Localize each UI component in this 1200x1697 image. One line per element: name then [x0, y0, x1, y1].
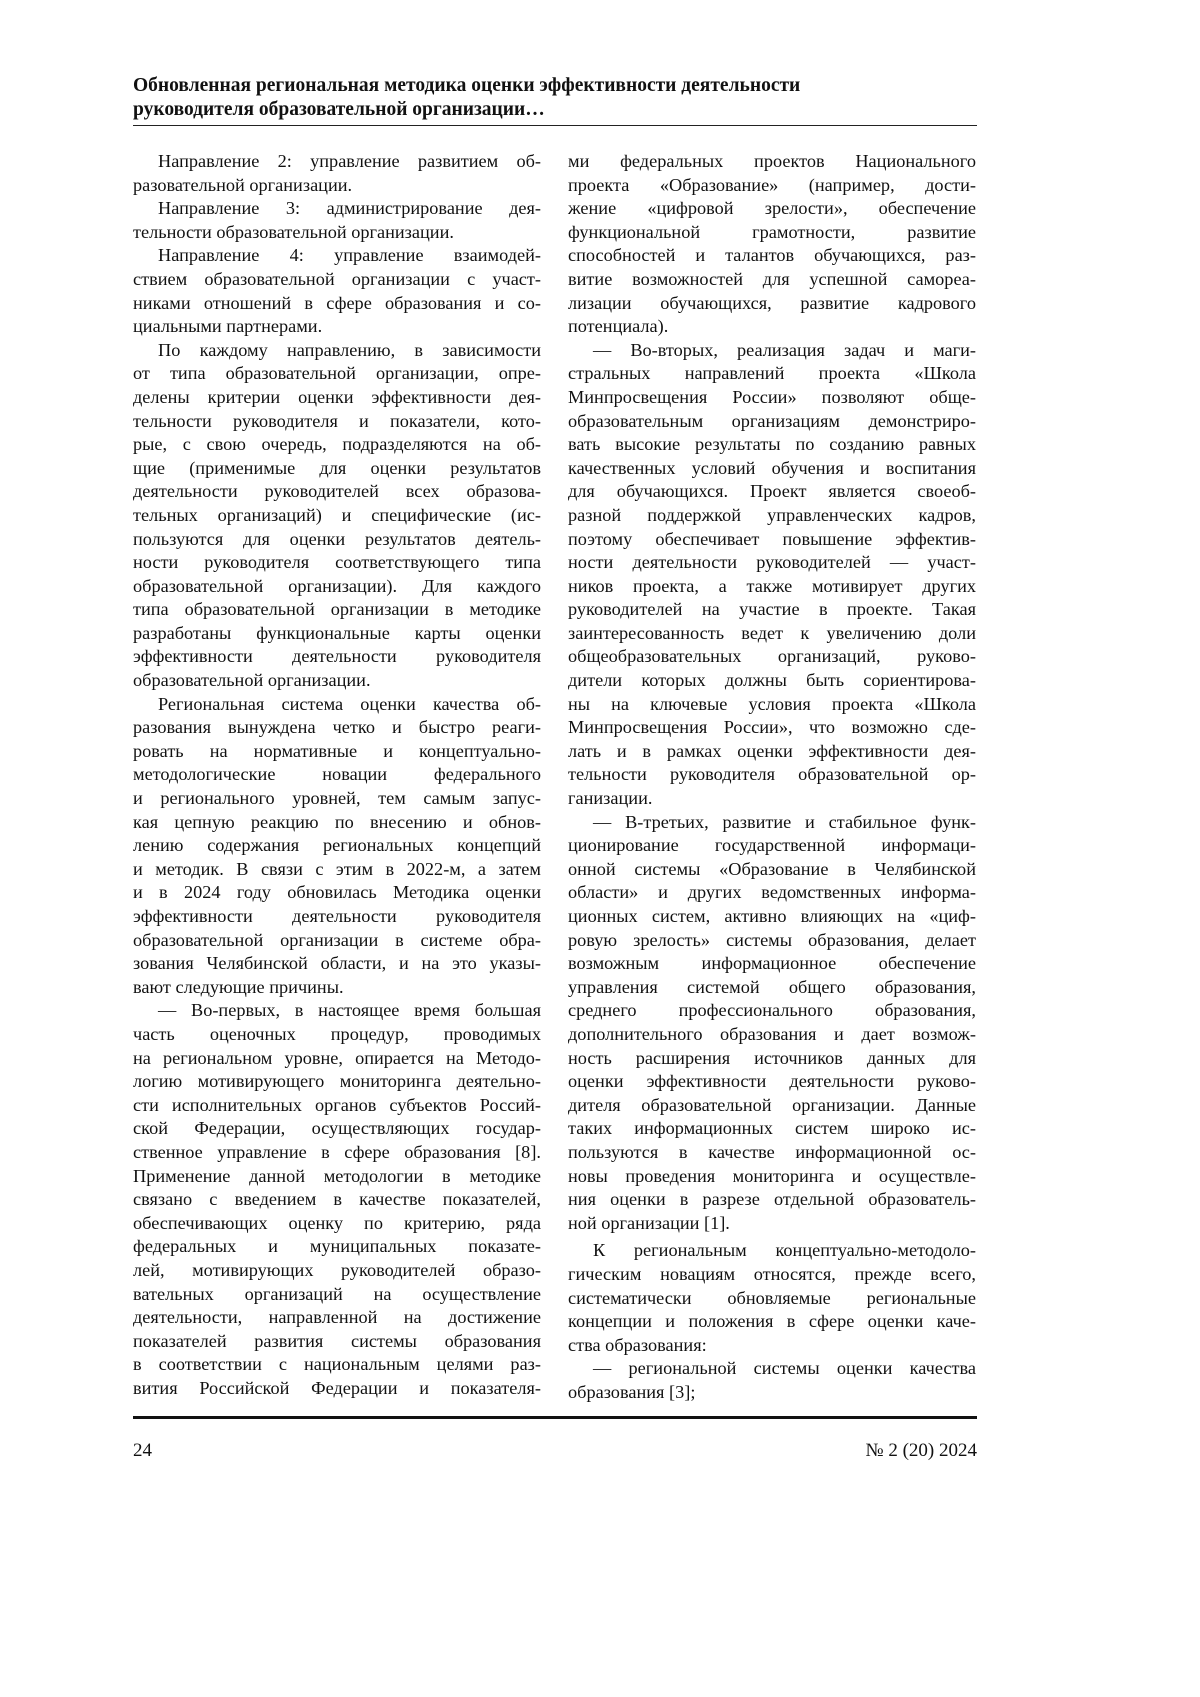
text-line: онной системы «Образование в Челябинской [568, 858, 976, 882]
text-line: области» и других ведомственных информа- [568, 881, 976, 905]
text-line: оценки эффективности деятельности руково- [568, 1070, 976, 1094]
text-line: ности руководителя соответствующего типа [133, 551, 541, 575]
text-line: новы проведения мониторинга и осуществле- [568, 1165, 976, 1189]
text-line: методологические новации федерального [133, 763, 541, 787]
paragraph [133, 339, 541, 693]
text-line: ной организации [1]. [568, 1212, 976, 1236]
text-line: тельности руководителя образовательной ор- [568, 763, 976, 787]
text-line: Региональная система оценки качества об- [133, 693, 541, 717]
text-line: образовательной организации). Для каждого [133, 575, 541, 599]
text-line: и регионального уровней, тем самым запус- [133, 787, 541, 811]
text-line: гическим новациям относятся, прежде всего, [568, 1263, 976, 1287]
text-line: вать высокие результаты по созданию равных [568, 433, 976, 457]
text-line: ганизации. [568, 787, 976, 811]
text-line: ников проекта, а также мотивирует других [568, 575, 976, 599]
text-line: ность расширения источников данных для [568, 1047, 976, 1071]
text-line: делены критерии оценки эффективности дея- [133, 386, 541, 410]
text-line: образовательным организациям демонстриро- [568, 410, 976, 434]
text-line: связано с введением в качестве показателей, [133, 1188, 541, 1212]
paragraph [133, 693, 541, 1000]
text-line: вательных организаций на осуществление [133, 1283, 541, 1307]
text-line: деятельности руководителей всех образова- [133, 480, 541, 504]
paragraph [133, 999, 541, 1400]
text-line: ской Федерации, осуществляющих государ- [133, 1117, 541, 1141]
header-divider [133, 125, 977, 126]
text-line: образовательной организации. [133, 669, 541, 693]
paragraph [568, 1357, 976, 1404]
text-line: федеральных и муниципальных показате- [133, 1235, 541, 1259]
text-line: на региональном уровне, опирается на Методо- [133, 1047, 541, 1071]
text-line: образования [3]; [568, 1381, 976, 1405]
text-line: поэтому обеспечивает повышение эффектив- [568, 528, 976, 552]
text-line: — Во-вторых, реализация задач и маги- [568, 339, 976, 363]
text-line: Направление 2: управление развитием об- [133, 150, 541, 174]
text-line: эффективности деятельности руководителя [133, 645, 541, 669]
text-line: обеспечивающих оценку по критерию, ряда [133, 1212, 541, 1236]
text-line: — Во-первых, в настоящее время большая [133, 999, 541, 1023]
text-line: ровую зрелость» системы образования, делает [568, 929, 976, 953]
text-line: пользуются в качестве информационной ос- [568, 1141, 976, 1165]
text-line: щие (применимые для оценки результатов [133, 457, 541, 481]
text-line: деятельности, направленной на достижение [133, 1306, 541, 1330]
text-line: образовательной организации в системе обра- [133, 929, 541, 953]
text-line: и в 2024 году обновилась Методика оценки [133, 881, 541, 905]
text-line: потенциала). [568, 315, 976, 339]
text-line: ствием образовательной организации с участ- [133, 268, 541, 292]
text-line: вают следующие причины. [133, 976, 541, 1000]
text-line: проекта «Образование» (например, дости- [568, 174, 976, 198]
text-line: концепции и положения в сфере оценки каче- [568, 1310, 976, 1334]
text-line: от типа образовательной организации, опре- [133, 362, 541, 386]
text-line: Применение данной методологии в методике [133, 1165, 541, 1189]
text-line: ционных систем, активно влияющих на «циф- [568, 905, 976, 929]
text-line: По каждому направлению, в зависимости [133, 339, 541, 363]
text-line: разовательной организации. [133, 174, 541, 198]
text-line: — региональной системы оценки качества [568, 1357, 976, 1381]
text-line: разработаны функциональные карты оценки [133, 622, 541, 646]
text-line: логию мотивирующего мониторинга деятельно- [133, 1070, 541, 1094]
text-line: тельных организаций) и специфические (ис- [133, 504, 541, 528]
text-line: заинтересованность ведет к увеличению доли [568, 622, 976, 646]
text-line: ния оценки в разрезе отдельной образователь- [568, 1188, 976, 1212]
text-line: тельности руководителя и показатели, кото- [133, 410, 541, 434]
text-line: типа образовательной организации в методике [133, 598, 541, 622]
text-line: сти исполнительных органов субъектов Россий- [133, 1094, 541, 1118]
text-line: разной поддержкой управленческих кадров, [568, 504, 976, 528]
paragraph [133, 150, 541, 197]
text-line: ности деятельности руководителей — участ- [568, 551, 976, 575]
text-line: Минпросвещения России» позволяют обще- [568, 386, 976, 410]
text-line: тельности образовательной организации. [133, 221, 541, 245]
footer-divider [133, 1416, 977, 1419]
paragraph [568, 1239, 976, 1357]
header-title-line-2: руководителя образовательной организации… [133, 98, 977, 122]
text-line: зования Челябинской области, и на это указы- [133, 952, 541, 976]
text-line: возможным информационное обеспечение [568, 952, 976, 976]
text-line: ства образования: [568, 1334, 976, 1358]
text-line: циальными партнерами. [133, 315, 541, 339]
text-line: рые, с свою очередь, подразделяются на об- [133, 433, 541, 457]
paragraph [568, 150, 976, 339]
text-line: ственное управление в сфере образования [8]. [133, 1141, 541, 1165]
text-line: — В-третьих, развитие и стабильное функ- [568, 811, 976, 835]
paragraph [133, 197, 541, 244]
text-line: Направление 4: управление взаимодей- [133, 244, 541, 268]
text-line: руководителей на участие в проекте. Такая [568, 598, 976, 622]
text-line: вития Российской Федерации и показателя- [133, 1377, 541, 1401]
text-line: в соответствии с национальным целями раз- [133, 1353, 541, 1377]
text-line: никами отношений в сфере образования и со- [133, 292, 541, 316]
text-line: Минпросвещения России», что возможно сде- [568, 716, 976, 740]
text-line: пользуются для оценки результатов деятель- [133, 528, 541, 552]
text-line: разования вынуждена четко и быстро реаги- [133, 716, 541, 740]
text-line: Направление 3: администрирование дея- [133, 197, 541, 221]
text-line: лизации обучающихся, развитие кадрового [568, 292, 976, 316]
text-line: управления системой общего образования, [568, 976, 976, 1000]
text-line: для обучающихся. Проект является своеоб- [568, 480, 976, 504]
text-line: показателей развития системы образования [133, 1330, 541, 1354]
paragraph [568, 339, 976, 811]
text-line: и методик. В связи с этим в 2022-м, а затем [133, 858, 541, 882]
running-header [133, 74, 977, 122]
text-line: дители которых должны быть сориентирова- [568, 669, 976, 693]
text-line: таких информационных систем широко ис- [568, 1117, 976, 1141]
text-line: общеобразовательных организаций, руково- [568, 645, 976, 669]
header-title-line-1: Обновленная региональная методика оценки эффективности деятельности [133, 74, 977, 98]
issue-number: № 2 (20) 2024 [865, 1440, 977, 1462]
page-number: 24 [133, 1440, 152, 1462]
text-line: функциональной грамотности, развитие [568, 221, 976, 245]
text-line: лать и в рамках оценки эффективности дея- [568, 740, 976, 764]
left-column [133, 150, 541, 1400]
text-line: ны на ключевые условия проекта «Школа [568, 693, 976, 717]
text-line: дополнительного образования и дает возмож- [568, 1023, 976, 1047]
text-line: ровать на нормативные и концептуально- [133, 740, 541, 764]
text-line: дителя образовательной организации. Данные [568, 1094, 976, 1118]
text-line: жение «цифровой зрелости», обеспечение [568, 197, 976, 221]
text-line: витие возможностей для успешной самореа- [568, 268, 976, 292]
text-line: К региональным концептуально-методоло- [568, 1239, 976, 1263]
text-line: ми федеральных проектов Национального [568, 150, 976, 174]
text-line: качественных условий обучения и воспитания [568, 457, 976, 481]
text-line: эффективности деятельности руководителя [133, 905, 541, 929]
text-line: часть оценочных процедур, проводимых [133, 1023, 541, 1047]
text-line: способностей и талантов обучающихся, раз- [568, 244, 976, 268]
text-line: кая цепную реакцию по внесению и обнов- [133, 811, 541, 835]
text-line: стральных направлений проекта «Школа [568, 362, 976, 386]
text-line: среднего профессионального образования, [568, 999, 976, 1023]
text-line: ционирование государственной информаци- [568, 834, 976, 858]
text-line: систематически обновляемые региональные [568, 1287, 976, 1311]
text-line: лению содержания региональных концепций [133, 834, 541, 858]
right-column [568, 150, 976, 1404]
paragraph [568, 811, 976, 1236]
paragraph [133, 244, 541, 338]
text-line: лей, мотивирующих руководителей образо- [133, 1259, 541, 1283]
